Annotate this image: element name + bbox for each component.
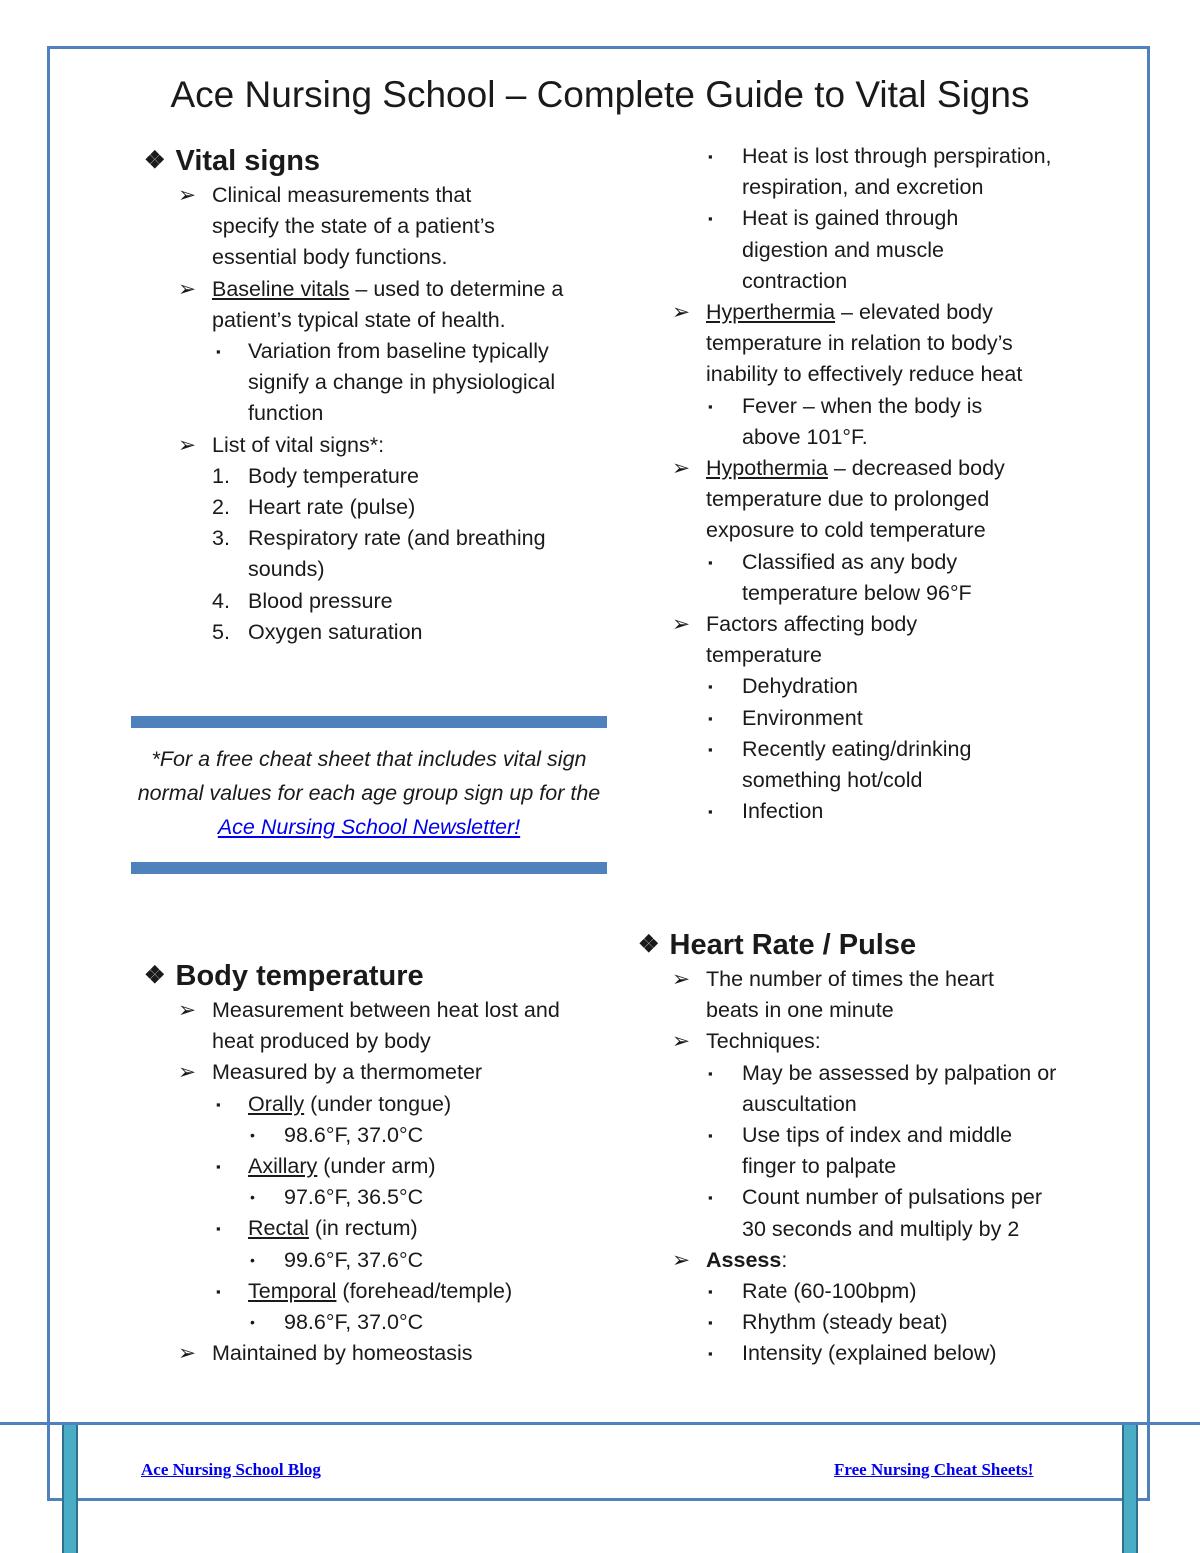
list-item: ▪ May be assessed by palpation or auscultation	[638, 1058, 1072, 1120]
arrow-icon: ➢	[672, 456, 691, 481]
dot-bullet-icon: •	[250, 1126, 255, 1143]
vital-signs-section	[144, 142, 614, 648]
list-item: • 98.6°F, 37.0°C	[144, 1307, 614, 1338]
list-item: ▪ Heat is lost through perspiration, respiration, and excretion	[638, 141, 1062, 203]
square-bullet-icon: ▪	[708, 1284, 713, 1300]
list-item: ➢ Factors affecting body temperature	[638, 609, 1016, 671]
square-bullet-icon: ▪	[216, 1159, 221, 1175]
newsletter-callout	[131, 716, 607, 874]
list-item: ➢ Clinical measurements that specify the state of a patient’s essential body functions.	[144, 180, 542, 274]
square-bullet-icon: ▪	[708, 1128, 713, 1144]
arrow-icon: ➢	[178, 432, 197, 457]
heart-rate-heading: ❖ Heart Rate / Pulse	[638, 926, 1078, 964]
list-item: ▪ Infection	[638, 796, 1078, 827]
page-title: Ace Nursing School – Complete Guide to Vital Signs	[170, 74, 1030, 115]
list-item: ➢ Techniques:	[638, 1026, 1078, 1057]
list-item: ▪ Intensity (explained below)	[638, 1338, 1078, 1369]
callout-text: *For a free cheat sheet that includes vital sign normal values for each age group sign up for the Ace Nursing School Newsletter!	[137, 747, 601, 839]
list-item: ▪ Temporal (forehead/temple)	[144, 1276, 614, 1307]
list-item: ▪ Recently eating/drinking something hot/cold	[638, 734, 1032, 796]
list-item: ➢ Measurement between heat lost and heat produced by body	[144, 995, 572, 1057]
diamond-icon: ❖	[144, 147, 166, 174]
heart-rate-section	[638, 926, 1078, 1370]
body-temperature-section	[144, 957, 614, 1369]
list-item: ➢ Maintained by homeostasis	[144, 1338, 614, 1369]
arrow-icon: ➢	[178, 998, 197, 1022]
list-item: • 97.6°F, 36.5°C	[144, 1182, 614, 1213]
list-item: ➢ The number of times the heart beats in one minute	[638, 964, 1046, 1026]
arrow-icon: ➢	[672, 1029, 691, 1054]
square-bullet-icon: ▪	[708, 710, 713, 726]
square-bullet-icon: ▪	[708, 1065, 713, 1081]
dot-bullet-icon: •	[250, 1189, 255, 1206]
square-bullet-icon: ▪	[708, 804, 713, 820]
square-bullet-icon: ▪	[708, 149, 713, 164]
list-item: ▪ Rate (60-100bpm)	[638, 1276, 1078, 1307]
arrow-icon: ➢	[178, 1341, 197, 1366]
list-item: ➢ Hypothermia – decreased body temperature due to prolonged exposure to cold temperature	[638, 453, 1056, 547]
arrow-icon: ➢	[672, 612, 691, 637]
list-item: ➢ Hyperthermia – elevated body temperature in relation to body’s inability to effectively reduce heat	[638, 297, 1066, 391]
list-item: ▪ Rectal (in rectum)	[144, 1213, 614, 1244]
footer-cheatsheets-link[interactable]: Free Nursing Cheat Sheets!	[834, 1460, 1034, 1479]
square-bullet-icon: ▪	[708, 679, 713, 695]
square-bullet-icon: ▪	[708, 741, 713, 757]
arrow-icon: ➢	[178, 1060, 197, 1085]
diamond-icon: ❖	[144, 962, 166, 989]
dot-bullet-icon: •	[250, 1314, 255, 1331]
callout-bar-bottom	[131, 862, 607, 874]
arrow-icon: ➢	[672, 300, 691, 325]
list-item: ▪ Heat is gained through digestion and muscle contraction	[638, 203, 1022, 297]
square-bullet-icon: ▪	[216, 1221, 221, 1237]
list-item: ➢ Assess:	[638, 1245, 1078, 1276]
list-item: 3. Respiratory rate (and breathing sounds)	[212, 526, 546, 582]
arrow-icon: ➢	[178, 276, 197, 301]
dot-bullet-icon: •	[250, 1251, 255, 1268]
list-item: ➢ List of vital signs*:	[144, 430, 614, 461]
footer-rule	[0, 1422, 1200, 1425]
footer-blog-link[interactable]: Ace Nursing School Blog	[141, 1460, 321, 1479]
callout-bar-top	[131, 716, 607, 728]
square-bullet-icon: ▪	[708, 554, 713, 570]
square-bullet-icon: ▪	[216, 344, 221, 360]
square-bullet-icon: ▪	[216, 1096, 221, 1112]
square-bullet-icon: ▪	[708, 211, 713, 227]
square-bullet-icon: ▪	[708, 1346, 713, 1362]
temperature-details-section	[638, 141, 1078, 827]
list-item: 2. Heart rate (pulse)	[212, 495, 416, 520]
square-bullet-icon: ▪	[216, 1283, 221, 1299]
list-item: ▪ Fever – when the body is above 101°F.	[638, 391, 1022, 453]
list-item: 4. Blood pressure	[212, 588, 393, 613]
list-item: ▪ Count number of pulsations per 30 seconds and multiply by 2	[638, 1182, 1052, 1244]
arrow-icon: ➢	[672, 1247, 691, 1272]
list-item: ▪ Axillary (under arm)	[144, 1151, 614, 1182]
list-item: ▪ Classified as any body temperature below 96°F	[638, 547, 1012, 609]
newsletter-link[interactable]: Ace Nursing School Newsletter!	[217, 815, 521, 839]
list-item: 1. Body temperature	[212, 463, 419, 488]
list-item: ➢ Baseline vitals – used to determine a patient’s typical state of health.	[144, 274, 572, 336]
term-baseline-vitals: Baseline vitals	[212, 276, 350, 301]
list-item: • 99.6°F, 37.6°C	[144, 1245, 614, 1276]
square-bullet-icon: ▪	[708, 1315, 713, 1331]
term-hypothermia: Hypothermia	[706, 456, 828, 481]
list-item: ▪ Orally (under tongue)	[144, 1089, 614, 1120]
footer-bar-right	[1122, 1425, 1138, 1553]
square-bullet-icon: ▪	[708, 1190, 713, 1206]
list-item: ▪ Rhythm (steady beat)	[638, 1307, 1078, 1338]
arrow-icon: ➢	[178, 183, 197, 207]
vital-signs-heading: ❖ Vital signs	[144, 142, 614, 180]
list-item: ▪ Dehydration	[638, 671, 1078, 702]
term-hyperthermia: Hyperthermia	[706, 300, 836, 325]
list-item: ▪ Variation from baseline typically signify a change in physiological function	[144, 336, 558, 430]
list-item: ➢ Measured by a thermometer	[144, 1057, 614, 1088]
diamond-icon: ❖	[638, 931, 660, 958]
footer-bar-left	[62, 1425, 78, 1553]
body-temperature-heading: ❖ Body temperature	[144, 957, 614, 995]
list-item: 5. Oxygen saturation	[212, 619, 423, 644]
square-bullet-icon: ▪	[708, 398, 713, 414]
arrow-icon: ➢	[672, 967, 691, 991]
list-item: ▪ Environment	[638, 703, 1078, 734]
list-item: ▪ Use tips of index and middle finger to palpate	[638, 1120, 1052, 1182]
list-item: • 98.6°F, 37.0°C	[144, 1120, 614, 1151]
